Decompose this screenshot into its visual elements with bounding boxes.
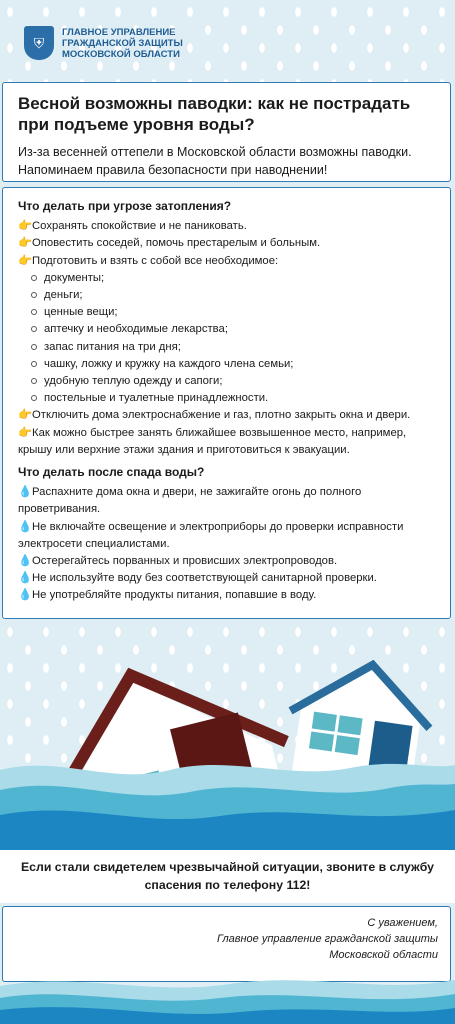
org-name: ГЛАВНОЕ УПРАВЛЕНИЕ ГРАЖДАНСКОЙ ЗАЩИТЫ МОСКОВСКОЙ ОБЛАСТИ [62, 26, 183, 60]
pointing-hand-icon: 👉 [18, 409, 33, 422]
sub-list-item: документы; [31, 270, 435, 287]
pointing-hand-icon: 👉 [18, 426, 33, 439]
list-item: 💧Распахните дома окна и двери, не зажигайте огонь до полного проветривания. [18, 486, 362, 516]
pointing-hand-icon: 👉 [18, 254, 33, 267]
water-drop-icon: 💧 [18, 555, 33, 568]
sub-list [18, 270, 435, 408]
intro-card [2, 82, 451, 182]
list-item: 💧Не употребляйте продукты питания, попавшие в воду. [18, 587, 435, 604]
water-drop-icon: 💧 [18, 572, 33, 585]
water-drop-icon: 💧 [18, 589, 33, 602]
sub-list-item: деньги; [31, 287, 435, 304]
list-item: 👉Оповестить соседей, помочь престарелым и больным. [18, 235, 435, 252]
bullet-icon [31, 309, 37, 315]
list-item: 👉Подготовить и взять с собой все необходимое: [18, 253, 435, 270]
bottom-waves [0, 968, 455, 1024]
before-heading: Что делать при угрозе затопления? [18, 199, 232, 213]
flood-illustration [0, 620, 455, 850]
sub-list-item: постельные и туалетные принадлежности. [31, 390, 435, 407]
signature-org-line1: Главное управление гражданской защиты [216, 933, 438, 945]
bullet-icon [31, 395, 37, 401]
list-item: 👉Сохранять спокойствие и не паниковать. [18, 218, 435, 235]
flood-scene [0, 620, 455, 850]
emergency-call-banner [0, 850, 455, 903]
sub-list-item: ценные вещи; [31, 304, 435, 321]
list-item: 💧Остерегайтесь порванных и провисших электропроводов. [18, 553, 435, 570]
bullet-icon [31, 292, 37, 298]
pointing-hand-icon: 👉 [18, 237, 33, 250]
sub-list-item: запас питания на три дня; [31, 339, 435, 356]
sub-list-item: аптечку и необходимые лекарства; [31, 321, 435, 338]
bullet-icon [31, 344, 37, 350]
signature-greeting: С уважением, [367, 917, 438, 929]
logo [24, 26, 183, 60]
bullet-icon [31, 326, 37, 332]
intro-text: Из-за весенней оттепели в Московской области возможны паводки. Напоминаем правила безопасности при наводнении! [18, 145, 412, 177]
sub-list-item: чашку, ложку и кружку на каждого члена семьи; [31, 356, 435, 373]
pointing-hand-icon: 👉 [18, 220, 33, 233]
bullet-icon [31, 275, 37, 281]
list-item: 👉Как можно быстрее занять ближайшее возвышенное место, например, крышу или верхние этажи здания и приготовиться к эвакуации. [18, 426, 407, 456]
list-item: 💧Не включайте освещение и электроприборы до проверки исправности электросети специалистами. [18, 520, 404, 550]
bullet-icon [31, 378, 37, 384]
header [0, 0, 455, 84]
bullet-icon [31, 361, 37, 367]
after-heading: Что делать после спада воды? [18, 465, 205, 480]
instructions-card [2, 187, 451, 619]
sub-list-item: удобную теплую одежду и сапоги; [31, 373, 435, 390]
list-item: 💧Не используйте воду без соответствующей санитарной проверки. [18, 570, 435, 587]
water-drop-icon: 💧 [18, 486, 33, 499]
signature-org-line2: Московской области [329, 949, 438, 961]
water-drop-icon: 💧 [18, 520, 33, 533]
coat-of-arms-icon: ⛨ [24, 26, 54, 60]
list-item: 👉Отключить дома электроснабжение и газ, плотно закрыть окна и двери. [18, 407, 435, 424]
emergency-call-text: Если стали свидетелем чрезвычайной ситуации, звоните в службу спасения по телефону 112! [20, 860, 435, 892]
page-title: Весной возможны паводки: как не пострадать при подъеме уровня воды? [18, 94, 411, 134]
